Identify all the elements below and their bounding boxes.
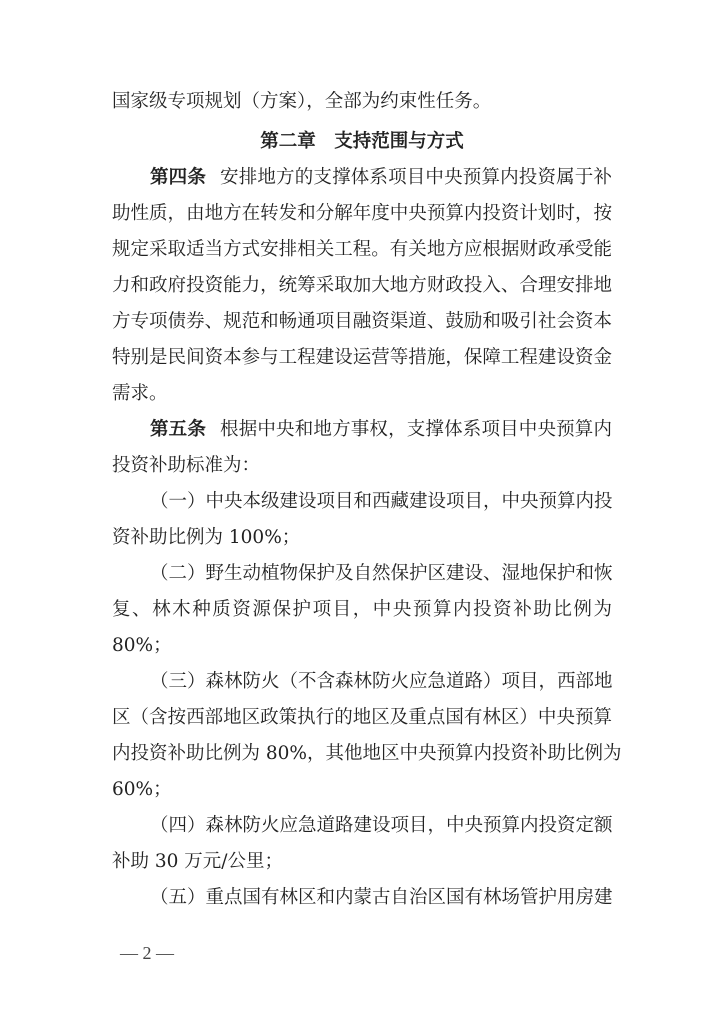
article-4-text: 安排地方的支撑体系项目中央预算内投资属于补 — [220, 167, 612, 188]
item-3-line: （三）森林防火（不含森林防火应急道路）项目，西部地 — [150, 671, 613, 692]
article-4-line-1 — [150, 162, 612, 194]
item-1-line: （一）中央本级建设项目和西藏建设项目，中央预算内投 — [150, 491, 613, 512]
article-5-line-1 — [150, 414, 612, 446]
text-line: 60%； — [112, 779, 172, 800]
page-number: — 2 — — [120, 943, 174, 963]
article-5-label: 第五条 — [150, 419, 207, 440]
text-line: 80%； — [112, 635, 172, 656]
text-line: 助性质，由地方在转发和分解年度中央预算内投资计划时，按 — [112, 203, 612, 224]
text-line: 方专项债券、规范和畅通项目融资渠道、鼓励和吸引社会资本 — [112, 311, 612, 332]
text-line: 需求。 — [112, 383, 168, 404]
text-line: 规定采取适当方式安排相关工程。有关地方应根据财政承受能 — [112, 239, 612, 260]
item-4-line: （四）森林防火应急道路建设项目，中央预算内投资定额 — [150, 815, 613, 836]
text-line: 复、林木种质资源保护项目，中央预算内投资补助比例为 — [112, 599, 612, 620]
article-5-text: 根据中央和地方事权，支撑体系项目中央预算内 — [220, 419, 612, 440]
text-line: 特别是民间资本参与工程建设运营等措施，保障工程建设资金 — [112, 347, 612, 368]
item-5-line: （五）重点国有林区和内蒙古自治区国有林场管护用房建 — [150, 887, 613, 908]
text-line: 内投资补助比例为 80%，其他地区中央预算内投资补助比例为 — [112, 743, 622, 764]
text-line: 国家级专项规划（方案），全部为约束性任务。 — [112, 91, 492, 112]
chapter-heading: 第二章 支持范围与方式 — [260, 131, 464, 152]
text-line: 补助 30 万元/公里； — [112, 851, 284, 872]
text-line: 区（含按西部地区政策执行的地区及重点国有林区）中央预算 — [112, 707, 612, 728]
text-line: 资补助比例为 100%； — [112, 527, 301, 548]
text-line: 投资补助标准为： — [112, 455, 261, 476]
item-2-line: （二）野生动植物保护及自然保护区建设、湿地保护和恢 — [150, 563, 613, 584]
article-4-label: 第四条 — [150, 167, 207, 188]
text-line: 力和政府投资能力，统筹采取加大地方财政投入、合理安排地 — [112, 275, 612, 296]
